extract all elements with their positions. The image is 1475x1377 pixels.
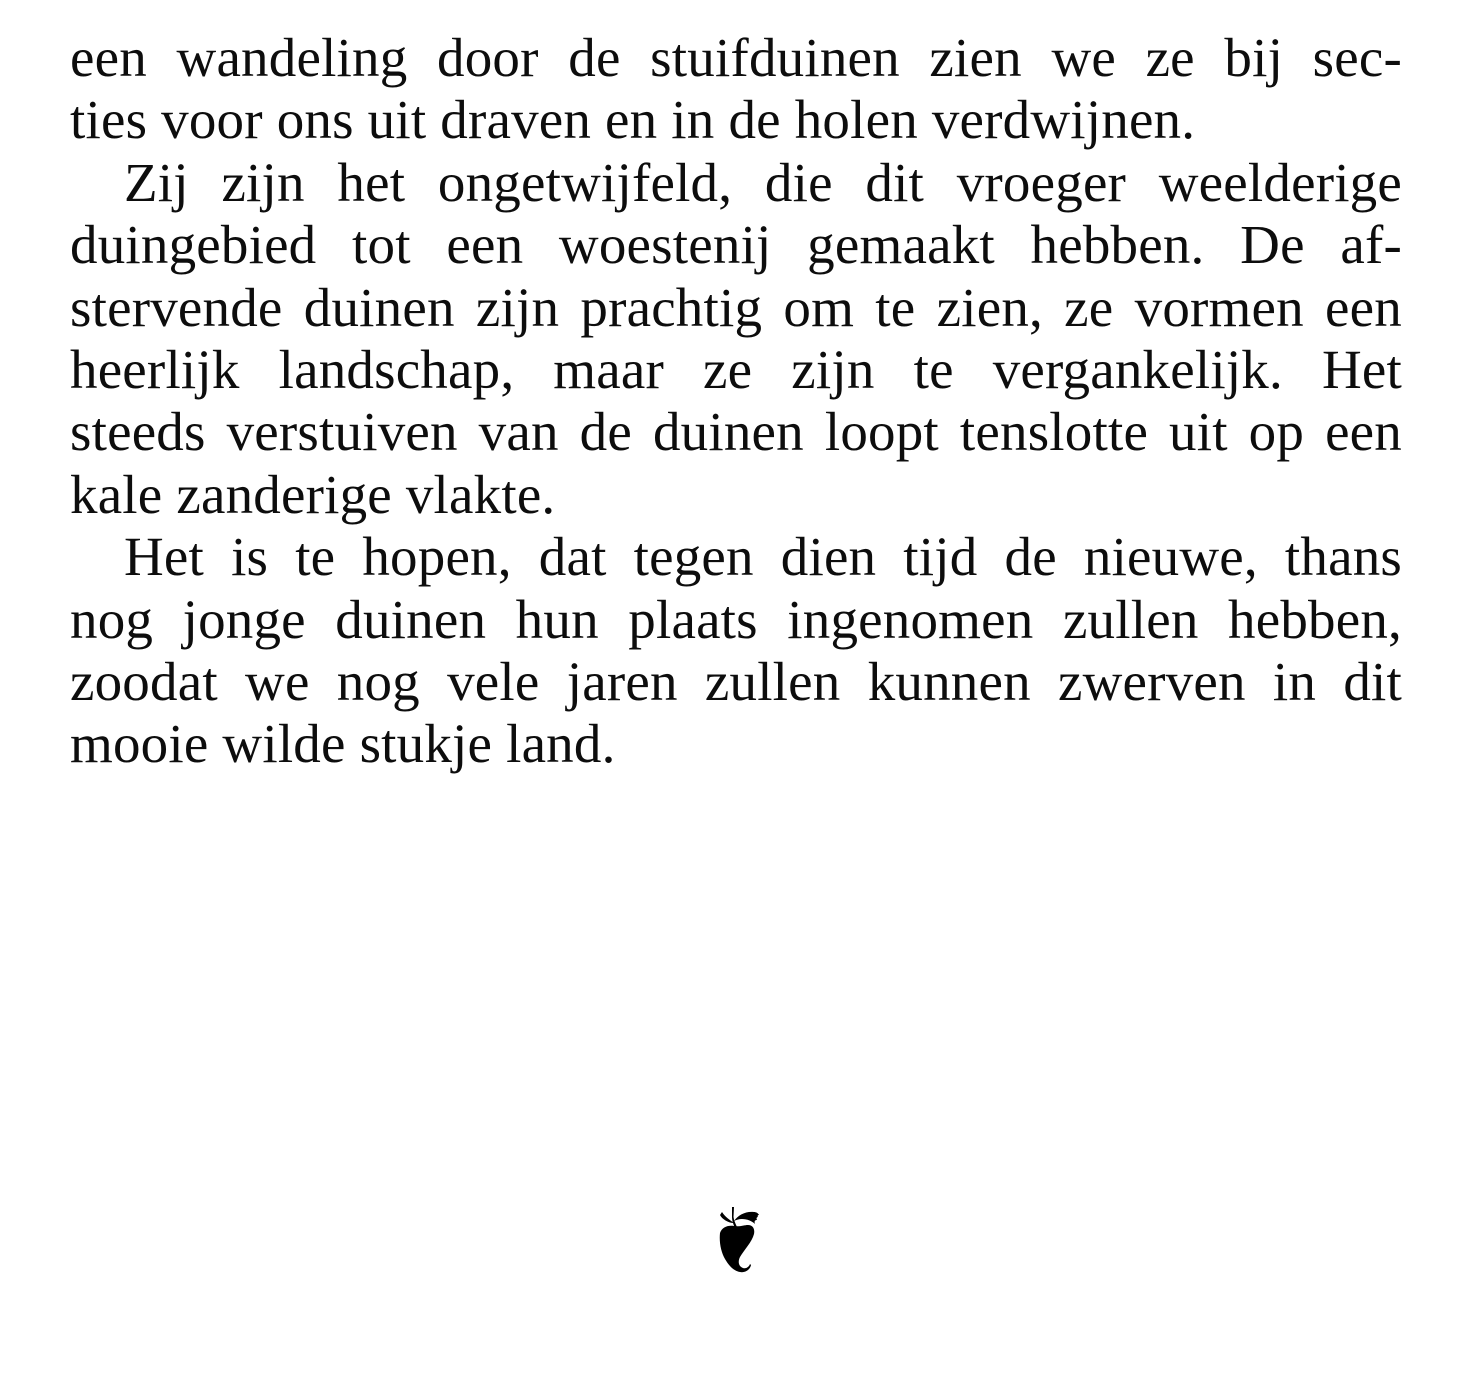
text-line: zoodat we nog vele jaren zullen kunnen zwerven in dit: [70, 650, 1402, 712]
text-line: stervende duinen zijn prachtig om te zien, ze vormen een: [70, 276, 1402, 338]
text-line: heerlijk landschap, maar ze zijn te vergankelijk. Het: [70, 338, 1402, 400]
body-text: [70, 27, 1402, 776]
text-line: kale zanderige vlakte.: [70, 463, 556, 525]
paragraph-3: [70, 526, 1402, 776]
text-line: mooie wilde stukje land.: [70, 713, 616, 775]
fruit-vignette-icon: [714, 1203, 764, 1275]
text-line: ties voor ons uit draven en in de holen verdwijnen.: [70, 89, 1196, 151]
text-line: duingebied tot een woestenij gemaakt hebben. De af-: [70, 214, 1402, 276]
text-line: een wandeling door de stuifduinen zien we ze bij sec-: [70, 27, 1402, 88]
text-line: Zij zijn het ongetwijfeld, die dit vroeger weelderige: [124, 151, 1402, 213]
paragraph-2: [70, 152, 1402, 526]
text-line: Het is te hopen, dat tegen dien tijd de nieuwe, thans: [124, 526, 1402, 588]
text-line: steeds verstuiven van de duinen loopt tenslotte uit op een: [70, 401, 1402, 463]
text-line: nog jonge duinen hun plaats ingenomen zullen hebben,: [70, 588, 1402, 650]
paragraph-1: [70, 27, 1402, 152]
